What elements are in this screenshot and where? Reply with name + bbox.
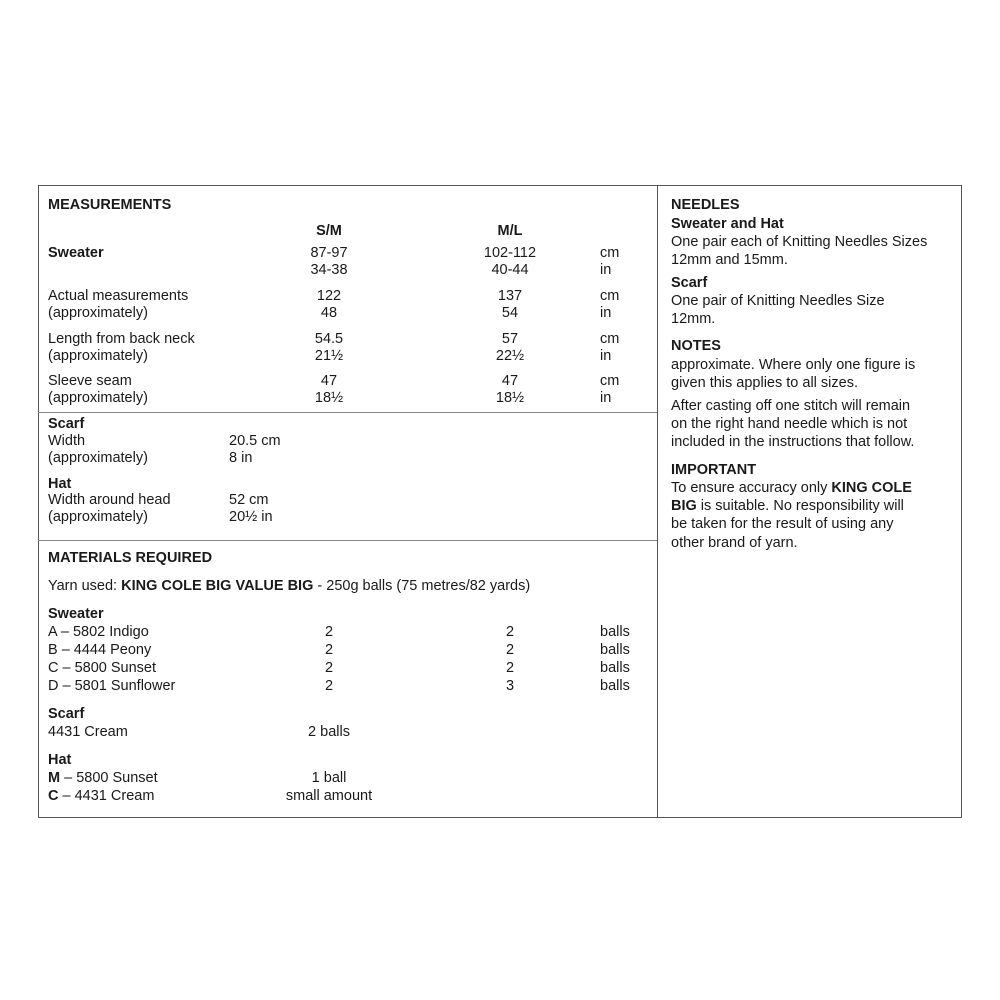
materials-scarf-title: Scarf — [48, 706, 85, 722]
yarn-qty-ml: 3 — [505, 678, 515, 694]
yarn-details: - 250g balls (75 metres/82 yards) — [313, 578, 531, 594]
scarf-yarn-label: 4431 Cream — [48, 724, 128, 740]
column-divider — [657, 185, 658, 818]
needles-text: 12mm. — [671, 311, 716, 327]
notes-text: given this applies to all sizes. — [671, 375, 858, 391]
important-text: other brand of yarn. — [671, 535, 798, 551]
section-title-materials: MATERIALS REQUIRED — [48, 550, 213, 566]
notes-text: on the right hand needle which is not — [671, 416, 908, 432]
hat-yarn-label — [48, 787, 154, 805]
section-title-notes: NOTES — [671, 338, 721, 354]
yarn-colour-label: D – 5801 Sunflower — [48, 678, 176, 694]
brand-name: KING COLE — [831, 480, 912, 496]
hat-yarn-colour: – 4431 Cream — [58, 788, 155, 804]
hat-title: Hat — [48, 476, 72, 492]
needles-scarf-title: Scarf — [671, 275, 708, 291]
hat-value: 52 cm — [229, 492, 269, 508]
yarn-name: KING COLE BIG VALUE BIG — [121, 578, 314, 594]
scarf-label: Width — [48, 433, 86, 449]
measurement-unit: cm — [600, 331, 620, 347]
yarn-colour-label: B – 4444 Peony — [48, 642, 152, 658]
measurement-unit: cm — [600, 288, 620, 304]
hat-yarn-key: C — [48, 788, 59, 804]
important-text-part: is suitable. No responsibility will — [696, 498, 904, 514]
measurement-value-sm: 47 — [320, 373, 338, 389]
notes-text: included in the instructions that follow. — [671, 434, 915, 450]
measurement-unit: cm — [600, 373, 620, 389]
yarn-qty-ml: 2 — [505, 624, 515, 640]
yarn-qty-sm: 2 — [324, 642, 334, 658]
hat-yarn-key: M — [48, 770, 61, 786]
measurement-value-ml: 18½ — [495, 390, 525, 406]
yarn-qty-unit: balls — [600, 642, 630, 658]
measurement-label: Sleeve seam — [48, 373, 132, 389]
yarn-qty-sm: 2 — [324, 660, 334, 676]
important-text-part: To ensure accuracy only — [671, 480, 832, 496]
measurement-sublabel: (approximately) — [48, 305, 148, 321]
measurement-value-sm: 18½ — [314, 390, 344, 406]
needles-sweater-hat-title: Sweater and Hat — [671, 216, 784, 232]
scarf-value: 20.5 cm — [229, 433, 281, 449]
yarn-colour-label: A – 5802 Indigo — [48, 624, 149, 640]
important-text: be taken for the result of using any — [671, 516, 894, 532]
section-title-needles: NEEDLES — [671, 197, 740, 213]
yarn-qty-ml: 2 — [505, 642, 515, 658]
size-header-sm: S/M — [316, 223, 342, 239]
important-text — [671, 479, 912, 497]
measurement-value-ml: 102-112 — [483, 245, 537, 261]
measurement-label: Length from back neck — [48, 331, 195, 347]
yarn-colour-label: C – 5800 Sunset — [48, 660, 157, 676]
hat-label: Width around head — [48, 492, 171, 508]
needles-text: One pair each of Knitting Needles Sizes — [671, 234, 928, 250]
measurement-value-sm: 122 — [316, 288, 342, 304]
measurement-value-ml: 54 — [501, 305, 519, 321]
measurement-unit: in — [600, 305, 612, 321]
notes-text: approximate. Where only one figure is — [671, 357, 916, 373]
section-divider — [38, 412, 657, 413]
scarf-value: 8 in — [229, 450, 253, 466]
hat-sublabel: (approximately) — [48, 509, 148, 525]
measurement-value-sm: 87-97 — [310, 245, 348, 261]
yarn-qty-sm: 2 — [324, 624, 334, 640]
materials-hat-title: Hat — [48, 752, 72, 768]
measurement-label: Actual measurements — [48, 288, 189, 304]
measurement-sublabel: (approximately) — [48, 390, 148, 406]
measurement-unit: in — [600, 262, 612, 278]
measurement-value-sm: 34-38 — [310, 262, 348, 278]
measurement-value-ml: 57 — [501, 331, 519, 347]
notes-text: After casting off one stitch will remain — [671, 398, 911, 414]
hat-yarn-qty: small amount — [285, 788, 373, 804]
hat-yarn-qty: 1 ball — [311, 770, 347, 786]
measurement-value-ml: 22½ — [495, 348, 525, 364]
needles-text: One pair of Knitting Needles Size — [671, 293, 885, 309]
yarn-qty-unit: balls — [600, 624, 630, 640]
scarf-title: Scarf — [48, 416, 85, 432]
materials-sweater-title: Sweater — [48, 606, 104, 622]
hat-yarn-label — [48, 769, 158, 787]
section-divider — [38, 540, 657, 541]
measurement-value-ml: 40-44 — [491, 262, 529, 278]
measurement-unit: cm — [600, 245, 620, 261]
yarn-qty-unit: balls — [600, 678, 630, 694]
measurement-sublabel: (approximately) — [48, 348, 148, 364]
size-header-ml: M/L — [497, 223, 523, 239]
scarf-yarn-qty: 2 balls — [308, 724, 350, 740]
measurement-value-ml: 137 — [497, 288, 523, 304]
needles-text: 12mm and 15mm. — [671, 252, 788, 268]
important-text — [671, 497, 904, 515]
section-title-important: IMPORTANT — [671, 462, 757, 478]
yarn-qty-unit: balls — [600, 660, 630, 676]
scarf-sublabel: (approximately) — [48, 450, 148, 466]
section-title-measurements: MEASUREMENTS — [48, 197, 172, 213]
measurement-value-sm: 54.5 — [314, 331, 344, 347]
measurement-value-ml: 47 — [501, 373, 519, 389]
brand-name: BIG — [671, 498, 697, 514]
measurement-value-sm: 48 — [320, 305, 338, 321]
measurement-label: Sweater — [48, 245, 104, 261]
measurement-unit: in — [600, 390, 612, 406]
measurement-value-sm: 21½ — [314, 348, 344, 364]
yarn-qty-sm: 2 — [324, 678, 334, 694]
hat-value: 20½ in — [229, 509, 273, 525]
measurement-unit: in — [600, 348, 612, 364]
yarn-qty-ml: 2 — [505, 660, 515, 676]
hat-yarn-colour: – 5800 Sunset — [60, 770, 158, 786]
yarn-prefix: Yarn used: — [48, 578, 122, 594]
yarn-used — [48, 577, 530, 595]
